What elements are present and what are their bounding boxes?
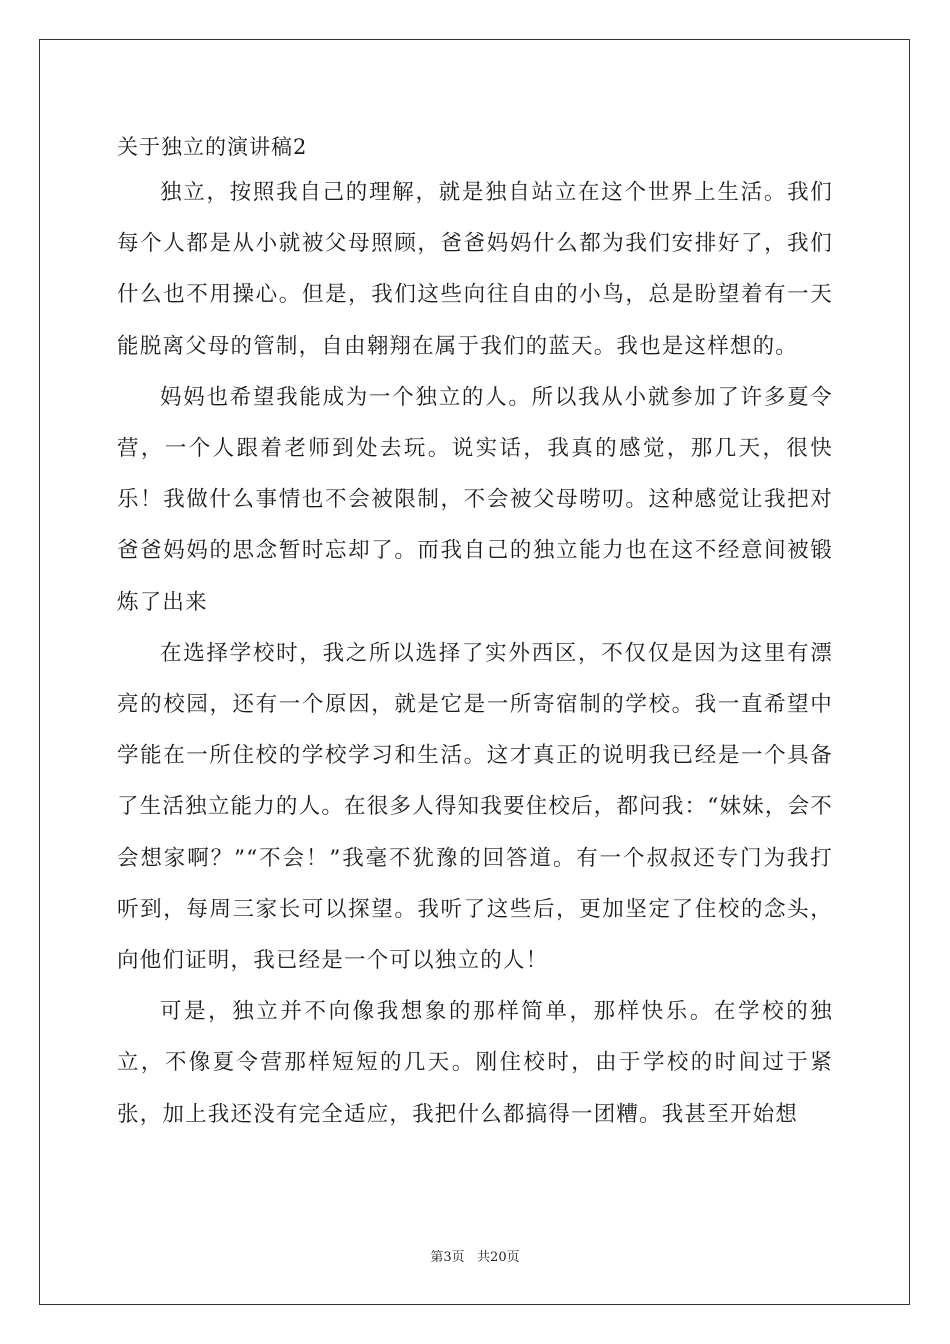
document-title: 关于独立的演讲稿2 xyxy=(117,135,308,159)
paragraph-4: 可是，独立并不向像我想象的那样简单，那样快乐。在学校的独立，不像夏令营那样短短的几天。刚住校时，由于学校的时间过于紧张，加上我还没有完全适应，我把什么都搞得一团糟。我甚至开始想 xyxy=(117,999,833,1127)
document-body xyxy=(117,131,833,1140)
paragraph-3: 在选择学校时，我之所以选择了实外西区，不仅仅是因为这里有漂亮的校园，还有一个原因，就是它是一所寄宿制的学校。我一直希望中学能在一所住校的学校学习和生活。这才真正的说明我已经是一个具备了生活独立能力的人。在很多人得知我要住校后，都问我：“妹妹，会不会想家啊？”“不会！”我毫不犹豫的回答道。有一个叔叔还专门为我打听到，每周三家长可以探望。我听了这些后，更加坚定了住校的念头，向他们证明，我已经是一个可以独立的人！ xyxy=(117,640,833,974)
paragraph-2: 妈妈也希望我能成为一个独立的人。所以我从小就参加了许多夏令营，一个人跟着老师到处去玩。说实话，我真的感觉，那几天，很快乐！我做什么事情也不会被限制，不会被父母唠叨。这种感觉让我把对爸爸妈妈的思念暂时忘却了。而我自己的独立能力也在这不经意间被锻炼了出来 xyxy=(117,384,833,615)
page-footer: 第3页 共20页 xyxy=(430,1250,520,1265)
paragraph-1: 独立，按照我自己的理解，就是独自站立在这个世界上生活。我们每个人都是从小就被父母照顾，爸爸妈妈什么都为我们安排好了，我们什么也不用操心。但是，我们这些向往自由的小鸟，总是盼望着有一天能脱离父母的管制，自由翱翔在属于我们的蓝天。我也是这样想的。 xyxy=(117,180,833,359)
